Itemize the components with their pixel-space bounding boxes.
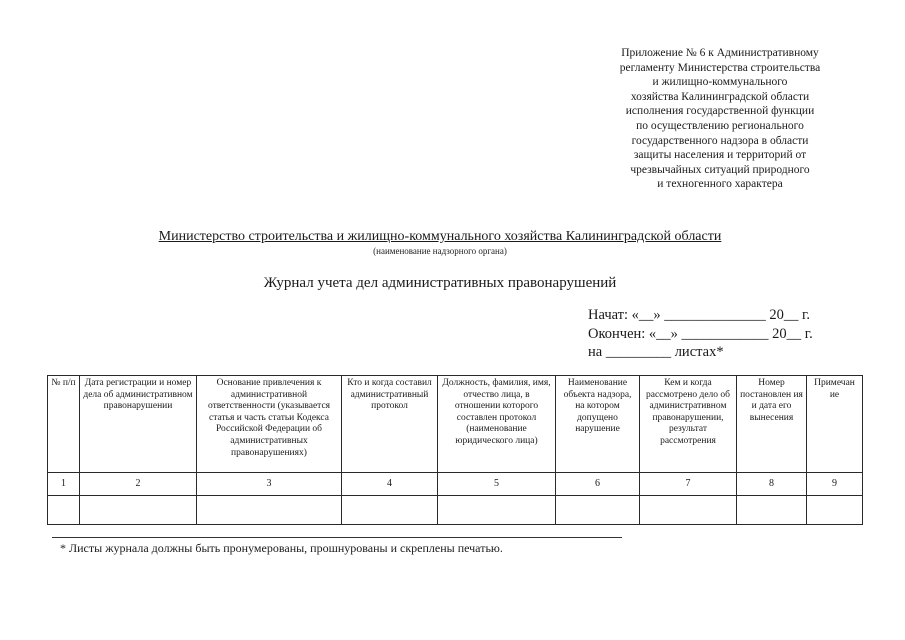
annex-line: хозяйства Калининградской области [630, 90, 810, 103]
col-header-number: № п/п [48, 376, 80, 473]
date-started: Начат: «__» ______________ 20__ г. [588, 307, 810, 323]
column-number: 5 [438, 473, 556, 496]
empty-cell[interactable] [342, 496, 438, 525]
col-header-notes: Примечан ие [807, 376, 863, 473]
col-header-offender: Должность, фамилия, имя, отчество лица, в отношении которого составлен протокол (наименование юридического лица) [438, 376, 556, 473]
col-header-protocol-author: Кто и когда составил административный протокол [342, 376, 438, 473]
empty-cell[interactable] [556, 496, 640, 525]
journal-title: Журнал учета дел административных правонарушений [263, 275, 617, 291]
col-header-review: Кем и когда рассмотрено дело об административном правонарушении, результат рассмотрения [640, 376, 737, 473]
column-number: 7 [640, 473, 737, 496]
empty-cell[interactable] [48, 496, 80, 525]
footnote-divider [52, 537, 622, 538]
col-header-registration: Дата регистрации и номер дела об административном правонарушении [80, 376, 197, 473]
annex-line: по осуществлению регионального [636, 119, 804, 132]
col-header-resolution: Номер постановлен ия и дата его вынесения [737, 376, 807, 473]
col-header-object: Наименование объекта надзора, на котором допущено нарушение [556, 376, 640, 473]
column-number: 1 [48, 473, 80, 496]
footnote: * Листы журнала должны быть пронумерованы, прошнурованы и скреплены печатью. [60, 541, 503, 555]
sheet-count: на _________ листах* [588, 344, 724, 360]
empty-cell[interactable] [737, 496, 807, 525]
annex-line: и жилищно-коммунального [652, 76, 788, 89]
annex-line: Приложение № 6 к Административному [621, 47, 819, 59]
annex-line: исполнения государственной функции [625, 105, 815, 118]
table-row [48, 496, 863, 525]
organization-caption: (наименование надзорного органа) [373, 246, 507, 256]
organization-name: Министерство строительства и жилищно-коммунального хозяйства Калининградской области [158, 229, 722, 244]
annex-line: и техногенного характера [657, 178, 783, 191]
empty-cell[interactable] [807, 496, 863, 525]
annex-line: защиты населения и территорий от [633, 149, 807, 162]
table-header-row [48, 376, 863, 473]
annex-line: чрезвычайных ситуаций природного [630, 163, 810, 176]
annex-line: государственного надзора в области [631, 134, 809, 147]
empty-cell[interactable] [197, 496, 342, 525]
column-number: 6 [556, 473, 640, 496]
column-number: 9 [807, 473, 863, 496]
annex-reference [580, 46, 860, 192]
column-number: 4 [342, 473, 438, 496]
column-number: 3 [197, 473, 342, 496]
column-number-row [48, 473, 863, 496]
annex-line: регламенту Министерства строительства [619, 61, 821, 74]
empty-cell[interactable] [640, 496, 737, 525]
column-number: 8 [737, 473, 807, 496]
journal-dates [588, 306, 813, 362]
empty-cell[interactable] [80, 496, 197, 525]
column-number: 2 [80, 473, 197, 496]
col-header-basis: Основание привлечения к административной ответственности (указывается статья и часть статьи Кодекса Российской Федерации об административных правонарушениях) [197, 376, 342, 473]
journal-table [47, 375, 863, 525]
empty-cell[interactable] [438, 496, 556, 525]
date-finished: Окончен: «__» ____________ 20__ г. [588, 325, 813, 342]
